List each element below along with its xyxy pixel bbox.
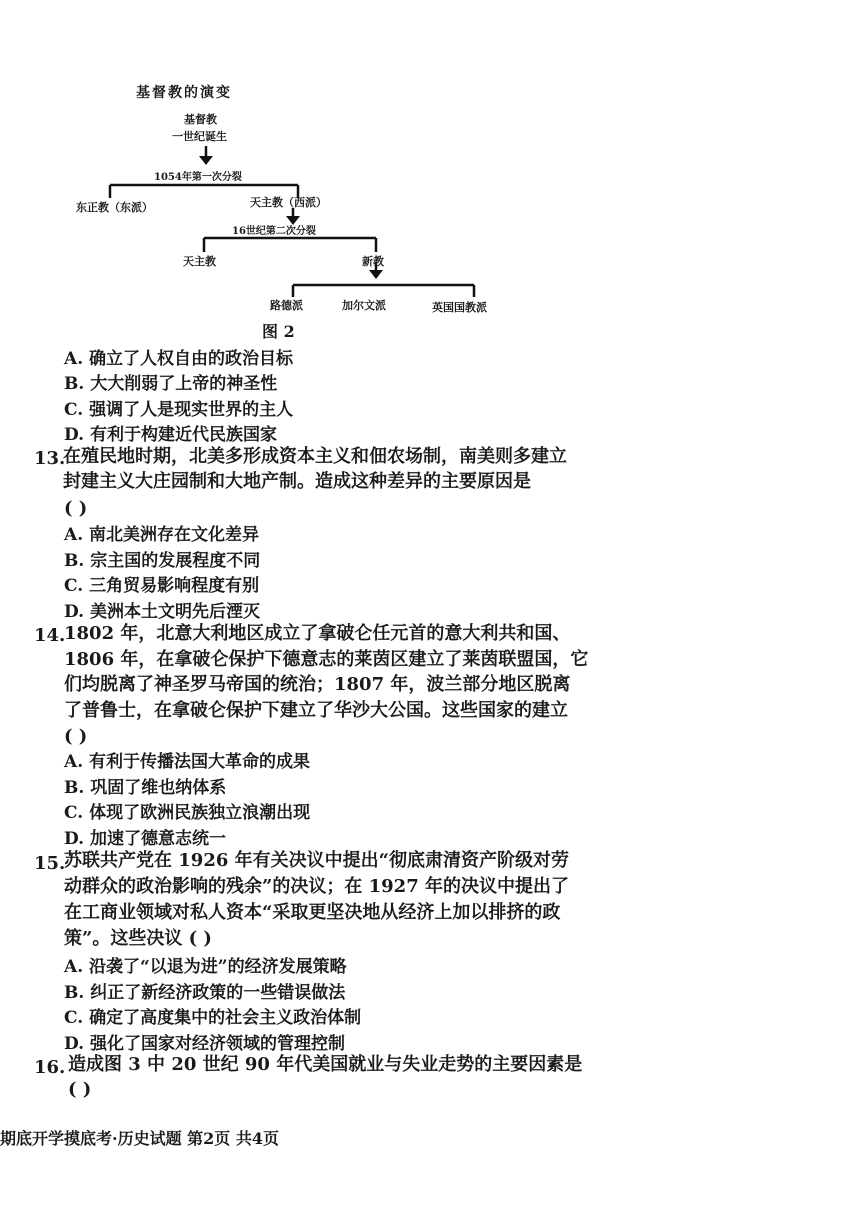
arrow-root [199, 156, 213, 165]
figure-2-connectors [0, 0, 860, 340]
q15-stem-line-3: 在工商业领域对私人资本“采取更坚决地从经济上加以排挤的政 [64, 902, 561, 923]
q13-stem-line-1: 在殖民地时期，北美多形成资本主义和佃农场制，南美则多建立 [63, 446, 567, 467]
q14-answer-blank: ( ) [64, 726, 88, 747]
q12-option-c: C. 强调了人是现实世界的主人 [64, 400, 294, 420]
q14-number: 14. [34, 625, 66, 646]
figure-title: 基督教的演变 [136, 85, 232, 101]
label-first-split: 1054年第一次分裂 [154, 172, 242, 183]
node-protestant: 新教 [362, 255, 384, 268]
q14-stem-line-4: 了普鲁士，在拿破仑保护下建立了华沙大公国。这些国家的建立 [64, 700, 568, 721]
node-calvinist: 加尔文派 [342, 299, 386, 312]
q12-option-b: B. 大大削弱了上帝的神圣性 [64, 374, 278, 394]
q14-stem-line-2: 1806 年，在拿破仑保护下德意志的莱茵区建立了莱茵联盟国，它 [64, 649, 589, 670]
node-lutheran: 路德派 [270, 299, 303, 312]
q15-stem-line-1: 苏联共产党在 1926 年有关决议中提出“彻底肃清资产阶级对劳 [64, 850, 569, 871]
node-catholic-west: 天主教（西派） [250, 196, 327, 209]
q15-option-d: D. 强化了国家对经济领域的管理控制 [64, 1034, 345, 1054]
q13-option-a: A. 南北美洲存在文化差异 [64, 525, 260, 545]
node-origin: 一世纪诞生 [172, 130, 227, 143]
q15-stem-line-2: 动群众的政治影响的残余”的决议；在 1927 年的决议中提出了 [64, 876, 569, 897]
node-anglican: 英国国教派 [432, 301, 487, 314]
q12-option-d: D. 有利于构建近代民族国家 [64, 425, 277, 445]
q15-option-c: C. 确定了高度集中的社会主义政治体制 [64, 1008, 362, 1028]
q15-option-a: A. 沿袭了“以退为进”的经济发展策略 [64, 957, 347, 977]
q13-answer-blank: ( ) [64, 498, 88, 519]
q12-option-a: A. 确立了人权自由的政治目标 [64, 349, 294, 369]
q15-stem-line-4: 策”。这些决议 ( ) [64, 928, 212, 949]
q14-option-d: D. 加速了德意志统一 [64, 829, 226, 849]
q16-number: 16. [34, 1057, 66, 1078]
q14-option-b: B. 巩固了维也纳体系 [64, 778, 227, 798]
q15-option-b: B. 纠正了新经济政策的一些错误做法 [64, 983, 346, 1003]
q15-number: 15. [34, 853, 66, 874]
q13-option-d: D. 美洲本土文明先后湮灭 [64, 602, 260, 622]
page-footer: 期底开学摸底考·历史试题 第2页 共4页 [0, 1129, 279, 1148]
q14-stem-line-3: 们均脱离了神圣罗马帝国的统治；1807 年，波兰部分地区脱离 [64, 674, 571, 695]
q13-option-c: C. 三角贸易影响程度有别 [64, 576, 260, 596]
q14-option-a: A. 有利于传播法国大革命的成果 [64, 752, 311, 772]
node-orthodox: 东正教（东派） [76, 201, 153, 214]
figure-caption: 图 2 [262, 322, 295, 341]
arrow-protestant [369, 270, 383, 279]
q13-stem-line-2: 封建主义大庄园制和大地产制。造成这种差异的主要原因是 [63, 471, 531, 492]
q14-option-c: C. 体现了欧洲民族独立浪潮出现 [64, 803, 311, 823]
label-second-split: 16世纪第二次分裂 [232, 226, 316, 237]
q14-stem-line-1: 1802 年，北意大利地区成立了拿破仑任元首的意大利共和国、 [64, 623, 571, 644]
node-christianity: 基督教 [184, 113, 217, 126]
node-catholic: 天主教 [183, 255, 216, 268]
q16-answer-blank: ( ) [68, 1079, 92, 1100]
q16-stem-line-1: 造成图 3 中 20 世纪 90 年代美国就业与失业走势的主要因素是 [68, 1054, 583, 1075]
q13-number: 13. [34, 448, 66, 469]
q13-option-b: B. 宗主国的发展程度不同 [64, 551, 261, 571]
